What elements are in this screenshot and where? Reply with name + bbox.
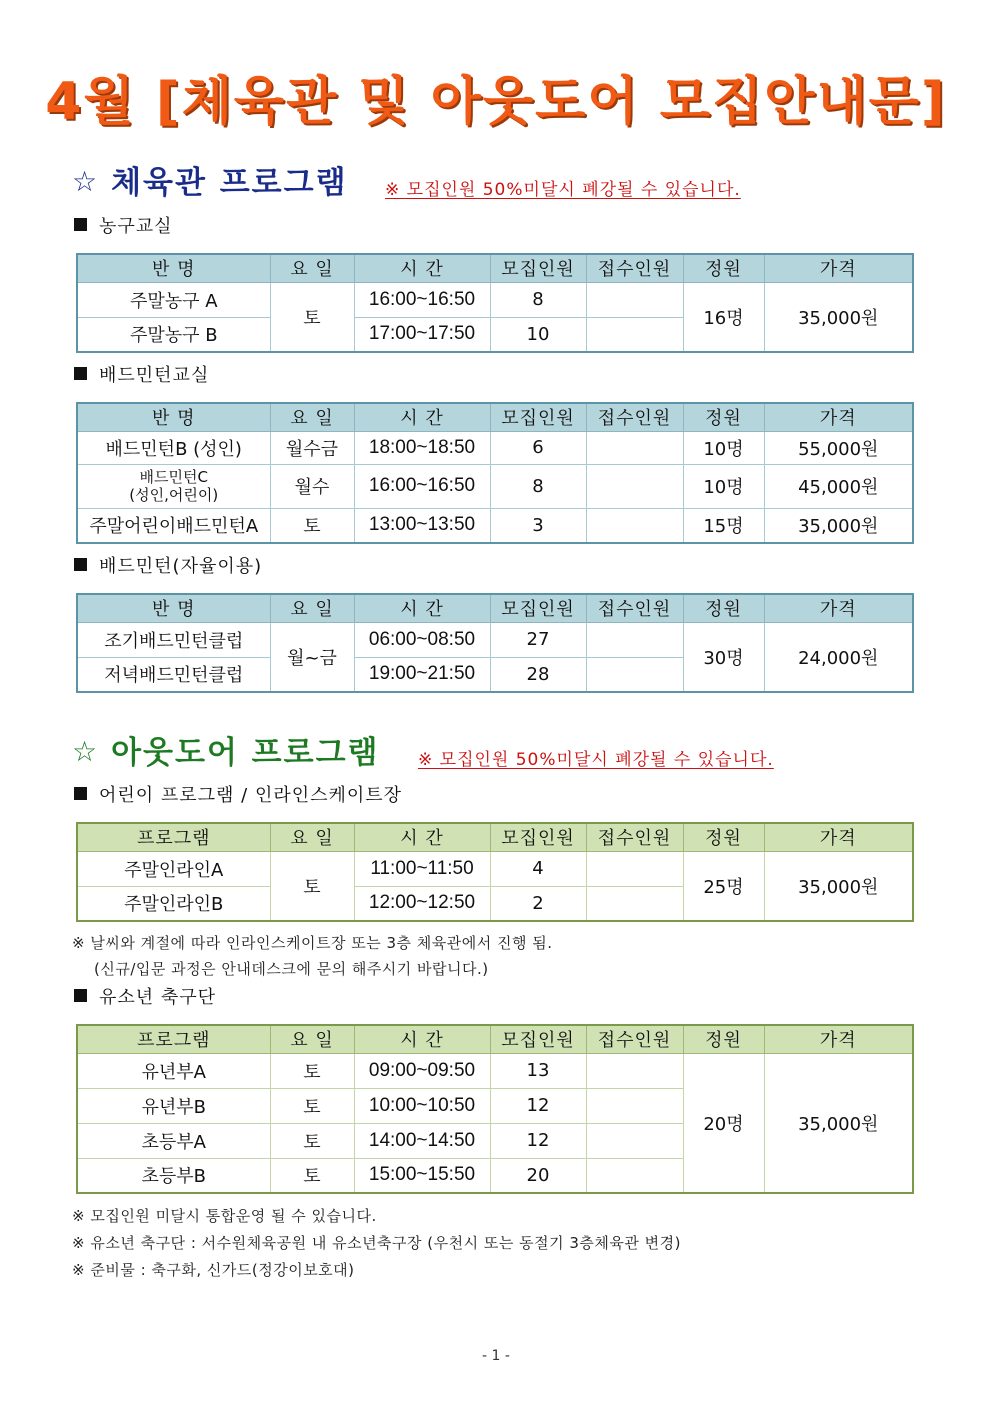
header-cell: 반 명	[77, 594, 270, 622]
recruit-cell: 27	[490, 622, 586, 657]
table-header-row	[77, 254, 913, 282]
soccer-subheading: 유소년 축구단	[74, 985, 216, 1011]
capacity-cell: 10명	[683, 431, 764, 464]
program-name-cell: 주말인라인B	[77, 886, 270, 921]
header-cell: 정원	[683, 594, 764, 622]
header-cell: 프로그램	[77, 823, 270, 851]
capacity-cell: 10명	[683, 464, 764, 508]
square-bullet-icon	[74, 787, 87, 800]
outdoor-notice: ※ 모집인원 50%미달시 폐강될 수 있습니다.	[418, 750, 774, 770]
class-name-cell: 배드민턴B (성인)	[77, 431, 270, 464]
registered-cell	[586, 1053, 683, 1088]
page-title: 4월 [체육관 및 아웃도어 모집안내문]	[45, 72, 947, 132]
header-cell: 접수인원	[586, 823, 683, 851]
day-cell: 월수금	[270, 431, 354, 464]
class-name-line: (성인,어린이)	[129, 486, 219, 504]
recruit-cell: 4	[490, 851, 586, 886]
program-name-cell: 주말인라인A	[77, 851, 270, 886]
header-cell: 시 간	[354, 403, 490, 431]
recruit-cell: 8	[490, 282, 586, 317]
registered-cell	[586, 851, 683, 886]
class-name-cell: 주말어린이배드민턴A	[77, 508, 270, 543]
registered-cell	[586, 622, 683, 657]
time-cell: 06:00~08:50	[354, 622, 490, 657]
recruit-cell: 3	[490, 508, 586, 543]
star-icon: ☆	[72, 735, 100, 768]
soccer-note: ※ 모집인원 미달시 통합운영 될 수 있습니다.	[72, 1207, 377, 1225]
header-cell: 요 일	[270, 1025, 354, 1053]
time-cell: 18:00~18:50	[354, 431, 490, 464]
badminton-table	[76, 402, 914, 544]
header-cell: 시 간	[354, 823, 490, 851]
table-row	[77, 431, 913, 464]
header-cell: 가격	[764, 594, 913, 622]
soccer-table	[76, 1024, 914, 1194]
table-header-row	[77, 823, 913, 851]
square-bullet-icon	[74, 367, 87, 380]
recruit-cell: 6	[490, 431, 586, 464]
registered-cell	[586, 1158, 683, 1193]
header-cell: 시 간	[354, 594, 490, 622]
time-cell: 11:00~11:50	[354, 851, 490, 886]
square-bullet-icon	[74, 558, 87, 571]
recruit-cell: 8	[490, 464, 586, 508]
header-cell: 가격	[764, 823, 913, 851]
program-name-cell: 유년부A	[77, 1053, 270, 1088]
free-badminton-subheading: 배드민턴(자율이용)	[74, 554, 262, 580]
header-cell: 요 일	[270, 403, 354, 431]
header-cell: 모집인원	[490, 1025, 586, 1053]
header-cell: 모집인원	[490, 254, 586, 282]
class-name-line: 배드민턴C	[139, 468, 208, 486]
program-name-cell: 초등부B	[77, 1158, 270, 1193]
soccer-note: ※ 준비물 : 축구화, 신가드(정강이보호대)	[72, 1261, 355, 1279]
header-cell: 정원	[683, 254, 764, 282]
header-cell: 요 일	[270, 823, 354, 851]
time-cell: 16:00~16:50	[354, 464, 490, 508]
header-cell: 모집인원	[490, 823, 586, 851]
registered-cell	[586, 431, 683, 464]
header-cell: 모집인원	[490, 594, 586, 622]
day-cell: 토	[270, 1088, 354, 1123]
header-cell: 프로그램	[77, 1025, 270, 1053]
time-cell: 16:00~16:50	[354, 282, 490, 317]
header-cell: 시 간	[354, 1025, 490, 1053]
time-cell: 17:00~17:50	[354, 317, 490, 352]
time-cell: 14:00~14:50	[354, 1123, 490, 1158]
header-cell: 가격	[764, 1025, 913, 1053]
class-name-cell: 저녁배드민턴클럽	[77, 657, 270, 692]
recruit-cell: 12	[490, 1088, 586, 1123]
header-cell: 정원	[683, 823, 764, 851]
day-cell: 토	[270, 508, 354, 543]
day-cell: 토	[270, 1123, 354, 1158]
recruit-cell: 10	[490, 317, 586, 352]
soccer-note: ※ 유소년 축구단 : 서수원체육공원 내 유소년축구장 (우천시 또는 동절기 3층체육관 변경)	[72, 1234, 681, 1252]
header-cell: 접수인원	[586, 403, 683, 431]
registered-cell	[586, 1088, 683, 1123]
recruit-cell: 13	[490, 1053, 586, 1088]
price-cell: 35,000원	[764, 851, 913, 921]
header-cell: 접수인원	[586, 254, 683, 282]
recruit-cell: 28	[490, 657, 586, 692]
capacity-cell: 20명	[683, 1053, 764, 1193]
capacity-cell: 16명	[683, 282, 764, 352]
class-name-cell: 조기배드민턴클럽	[77, 622, 270, 657]
basketball-subheading: 농구교실	[74, 214, 173, 240]
program-name-cell: 유년부B	[77, 1088, 270, 1123]
price-cell: 24,000원	[764, 622, 913, 692]
table-row	[77, 1053, 913, 1088]
gym-heading-text: 체육관 프로그램	[111, 165, 348, 201]
square-bullet-icon	[74, 218, 87, 231]
outdoor-heading-text: 아웃도어 프로그램	[111, 735, 380, 771]
registered-cell	[586, 317, 683, 352]
time-cell: 12:00~12:50	[354, 886, 490, 921]
class-name-cell	[77, 464, 270, 508]
day-cell: 월수	[270, 464, 354, 508]
recruit-cell: 2	[490, 886, 586, 921]
header-cell: 가격	[764, 254, 913, 282]
header-cell: 모집인원	[490, 403, 586, 431]
star-icon: ☆	[72, 165, 100, 198]
table-header-row	[77, 594, 913, 622]
program-name-cell: 초등부A	[77, 1123, 270, 1158]
day-cell: 토	[270, 282, 354, 352]
table-header-row	[77, 403, 913, 431]
header-cell: 요 일	[270, 254, 354, 282]
inline-note: ※ 날씨와 계절에 따라 인라인스케이트장 또는 3층 체육관에서 진행 됨.	[72, 934, 553, 952]
recruit-cell: 20	[490, 1158, 586, 1193]
price-cell: 35,000원	[764, 508, 913, 543]
class-name-cell: 주말농구 B	[77, 317, 270, 352]
recruit-cell: 12	[490, 1123, 586, 1158]
day-cell: 토	[270, 1158, 354, 1193]
day-cell: 월~금	[270, 622, 354, 692]
capacity-cell: 30명	[683, 622, 764, 692]
free-badminton-table	[76, 593, 914, 693]
header-cell: 시 간	[354, 254, 490, 282]
table-row	[77, 622, 913, 657]
class-name-cell: 주말농구 A	[77, 282, 270, 317]
gym-section-heading	[72, 160, 348, 205]
capacity-cell: 25명	[683, 851, 764, 921]
time-cell: 10:00~10:50	[354, 1088, 490, 1123]
header-cell: 요 일	[270, 594, 354, 622]
header-cell: 반 명	[77, 403, 270, 431]
header-cell: 반 명	[77, 254, 270, 282]
square-bullet-icon	[74, 989, 87, 1002]
inline-subheading: 어린이 프로그램 / 인라인스케이트장	[74, 783, 402, 809]
time-cell: 15:00~15:50	[354, 1158, 490, 1193]
registered-cell	[586, 464, 683, 508]
registered-cell	[586, 886, 683, 921]
page-number: - 1 -	[482, 1348, 510, 1364]
table-row	[77, 282, 913, 317]
header-cell: 접수인원	[586, 1025, 683, 1053]
registered-cell	[586, 508, 683, 543]
day-cell: 토	[270, 1053, 354, 1088]
gym-notice: ※ 모집인원 50%미달시 폐강될 수 있습니다.	[385, 180, 741, 200]
inline-table	[76, 822, 914, 922]
time-cell: 09:00~09:50	[354, 1053, 490, 1088]
capacity-cell: 15명	[683, 508, 764, 543]
price-cell: 35,000원	[764, 1053, 913, 1193]
registered-cell	[586, 1123, 683, 1158]
basketball-table	[76, 253, 914, 353]
header-cell: 정원	[683, 403, 764, 431]
price-cell: 55,000원	[764, 431, 913, 464]
price-cell: 45,000원	[764, 464, 913, 508]
table-row	[77, 851, 913, 886]
outdoor-section-heading	[72, 730, 379, 775]
day-cell: 토	[270, 851, 354, 921]
badminton-subheading: 배드민턴교실	[74, 363, 209, 389]
header-cell: 가격	[764, 403, 913, 431]
table-header-row	[77, 1025, 913, 1053]
header-cell: 정원	[683, 1025, 764, 1053]
registered-cell	[586, 282, 683, 317]
registered-cell	[586, 657, 683, 692]
table-row	[77, 508, 913, 543]
inline-note: (신규/입문 과정은 안내데스크에 문의 해주시기 바랍니다.)	[94, 960, 489, 978]
table-row	[77, 464, 913, 508]
price-cell: 35,000원	[764, 282, 913, 352]
header-cell: 접수인원	[586, 594, 683, 622]
time-cell: 19:00~21:50	[354, 657, 490, 692]
time-cell: 13:00~13:50	[354, 508, 490, 543]
